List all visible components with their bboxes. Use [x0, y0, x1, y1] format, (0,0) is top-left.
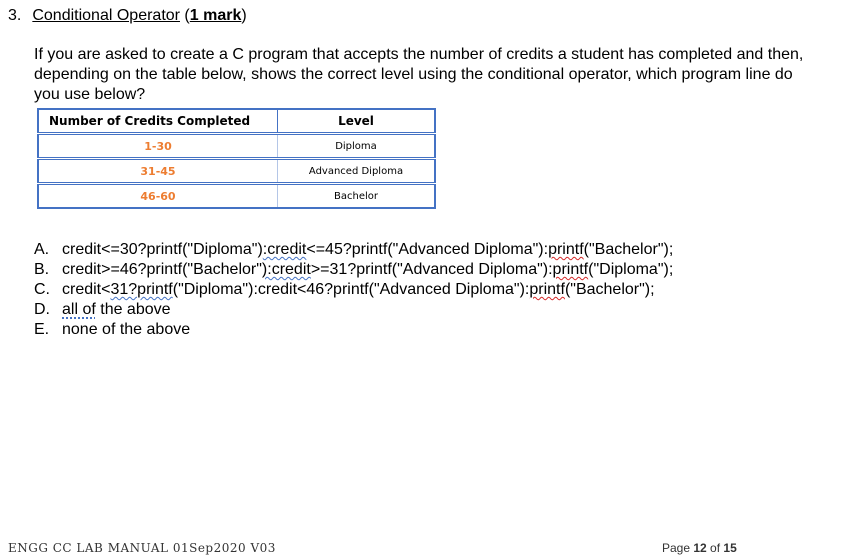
page-total: 15 [723, 541, 737, 555]
option-letter: B. [34, 261, 50, 278]
page-current: 12 [693, 541, 707, 555]
option-text: 31?printf [110, 281, 173, 298]
option-letter: A. [34, 241, 50, 258]
option-text: all of [62, 301, 96, 318]
option-text: the above [95, 301, 171, 318]
answer-options [34, 240, 673, 340]
question-number: 3. [8, 7, 22, 24]
option-c [34, 280, 673, 300]
question-heading [8, 6, 247, 26]
option-text: ("Diploma"):credit<46?printf("Advanced Diploma"): [172, 281, 530, 298]
option-text: :credit [262, 241, 307, 258]
option-e [34, 320, 673, 340]
page-middle: of [706, 541, 724, 555]
footer-document-id: ENGG CC LAB MANUAL 01Sep2020 V03 [8, 541, 276, 555]
table-row [38, 159, 435, 184]
table-row [38, 184, 435, 209]
option-letter: D. [34, 301, 50, 318]
question-title: Conditional Operator [32, 7, 180, 24]
option-text: ("Bachelor"); [564, 281, 655, 298]
question-text-block [34, 45, 814, 105]
option-text: credit>=46?printf("Bachelor" [62, 261, 262, 278]
level-name: Bachelor [278, 184, 436, 209]
mark-value: 1 mark [189, 7, 242, 24]
question-text: If you are asked to create a C program that accepts the number of credits a student has completed and then, depending on the table below, shows the correct level using the conditional operator, which program line do you use below? [34, 46, 804, 103]
option-text: ("Diploma"); [588, 261, 674, 278]
page-prefix: Page [662, 541, 694, 555]
level-name: Advanced Diploma [278, 159, 436, 184]
option-text: printf [548, 241, 584, 258]
table-header-row [38, 109, 435, 134]
option-text: printf [529, 281, 565, 298]
option-text: <=45?printf("Advanced Diploma"): [306, 241, 549, 258]
credit-range: 31-45 [38, 159, 278, 184]
option-letter: E. [34, 321, 50, 338]
option-text: credit<=30?printf("Diploma") [62, 241, 263, 258]
option-d [34, 300, 673, 320]
credit-range: 1-30 [38, 134, 278, 159]
mark-close: ) [241, 7, 247, 24]
mark-open: ( [179, 7, 190, 24]
level-name: Diploma [278, 134, 436, 159]
option-letter: C. [34, 281, 50, 298]
option-a [34, 240, 673, 260]
credit-range: 46-60 [38, 184, 278, 209]
option-text: none of the above [62, 321, 191, 338]
option-text: ("Bachelor"); [583, 241, 674, 258]
option-text: >=31?printf("Advanced Diploma"): [310, 261, 553, 278]
option-text: ):credit [261, 261, 311, 278]
header-level: Level [278, 109, 436, 134]
option-text: printf [552, 261, 589, 278]
header-credits: Number of Credits Completed [38, 109, 278, 134]
credits-level-table [37, 108, 436, 209]
table-row [38, 134, 435, 159]
option-b [34, 260, 673, 280]
option-text: credit< [62, 281, 111, 298]
